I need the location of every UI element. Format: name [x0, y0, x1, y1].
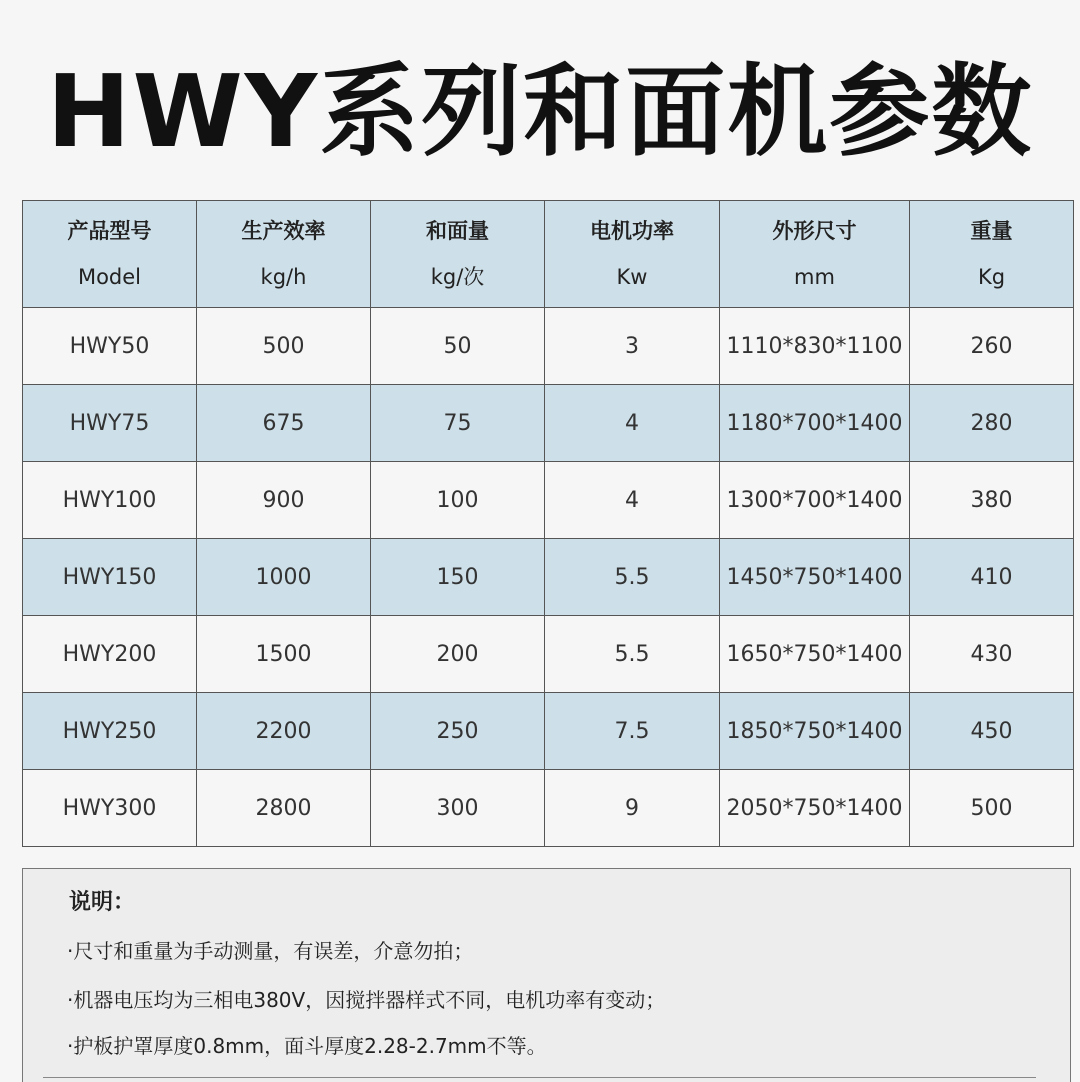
cell-efficiency: 900 — [197, 462, 371, 539]
cell-mixing-amount: 250 — [371, 693, 545, 770]
header-dimensions: 外形尺寸 mm — [720, 201, 910, 308]
cell-weight: 380 — [910, 462, 1074, 539]
cell-mixing-amount: 200 — [371, 616, 545, 693]
header-motor-power: 电机功率 Kw — [545, 201, 720, 308]
cell-model: HWY100 — [23, 462, 197, 539]
table-row — [23, 539, 1074, 616]
cell-dimensions: 1850*750*1400 — [720, 693, 910, 770]
cell-weight: 260 — [910, 308, 1074, 385]
table-row — [23, 616, 1074, 693]
cell-model: HWY75 — [23, 385, 197, 462]
cell-mixing-amount: 150 — [371, 539, 545, 616]
cell-motor-power: 9 — [545, 770, 720, 847]
cell-efficiency: 2200 — [197, 693, 371, 770]
header-weight: 重量 Kg — [910, 201, 1074, 308]
cell-model: HWY200 — [23, 616, 197, 693]
table-row — [23, 308, 1074, 385]
cell-mixing-amount: 75 — [371, 385, 545, 462]
cell-dimensions: 2050*750*1400 — [720, 770, 910, 847]
cell-weight: 280 — [910, 385, 1074, 462]
note-item: ·护板护罩厚度0.8mm，面斗厚度2.28-2.7mm不等。 — [67, 1034, 547, 1058]
cell-efficiency: 1500 — [197, 616, 371, 693]
note-item: ·机器电压均为三相电380V，因搅拌器样式不同，电机功率有变动； — [67, 988, 666, 1012]
table-row — [23, 693, 1074, 770]
cell-mixing-amount: 100 — [371, 462, 545, 539]
header-model: 产品型号 Model — [23, 201, 197, 308]
cell-motor-power: 4 — [545, 462, 720, 539]
notes-panel — [22, 868, 1071, 1082]
cell-efficiency: 2800 — [197, 770, 371, 847]
cell-efficiency: 1000 — [197, 539, 371, 616]
cell-motor-power: 7.5 — [545, 693, 720, 770]
cell-efficiency: 500 — [197, 308, 371, 385]
cell-mixing-amount: 300 — [371, 770, 545, 847]
cell-weight: 430 — [910, 616, 1074, 693]
table-row — [23, 770, 1074, 847]
note-item: ·尺寸和重量为手动测量，有误差，介意勿拍； — [67, 939, 474, 963]
cell-dimensions: 1180*700*1400 — [720, 385, 910, 462]
header-mixing-amount: 和面量 kg/次 — [371, 201, 545, 308]
cell-dimensions: 1650*750*1400 — [720, 616, 910, 693]
notes-divider — [43, 1077, 1036, 1078]
cell-dimensions: 1110*830*1100 — [720, 308, 910, 385]
cell-model: HWY150 — [23, 539, 197, 616]
cell-mixing-amount: 50 — [371, 308, 545, 385]
cell-dimensions: 1300*700*1400 — [720, 462, 910, 539]
cell-model: HWY300 — [23, 770, 197, 847]
cell-weight: 450 — [910, 693, 1074, 770]
cell-weight: 500 — [910, 770, 1074, 847]
notes-title: 说明： — [69, 890, 136, 915]
table-row — [23, 385, 1074, 462]
cell-motor-power: 4 — [545, 385, 720, 462]
cell-weight: 410 — [910, 539, 1074, 616]
cell-motor-power: 5.5 — [545, 616, 720, 693]
table-header-row — [23, 201, 1074, 308]
table-row — [23, 462, 1074, 539]
cell-motor-power: 3 — [545, 308, 720, 385]
cell-model: HWY50 — [23, 308, 197, 385]
header-efficiency: 生产效率 kg/h — [197, 201, 371, 308]
spec-table — [22, 200, 1074, 847]
page-title: HWY系列和面机参数 — [46, 53, 1034, 170]
cell-motor-power: 5.5 — [545, 539, 720, 616]
cell-model: HWY250 — [23, 693, 197, 770]
cell-dimensions: 1450*750*1400 — [720, 539, 910, 616]
cell-efficiency: 675 — [197, 385, 371, 462]
